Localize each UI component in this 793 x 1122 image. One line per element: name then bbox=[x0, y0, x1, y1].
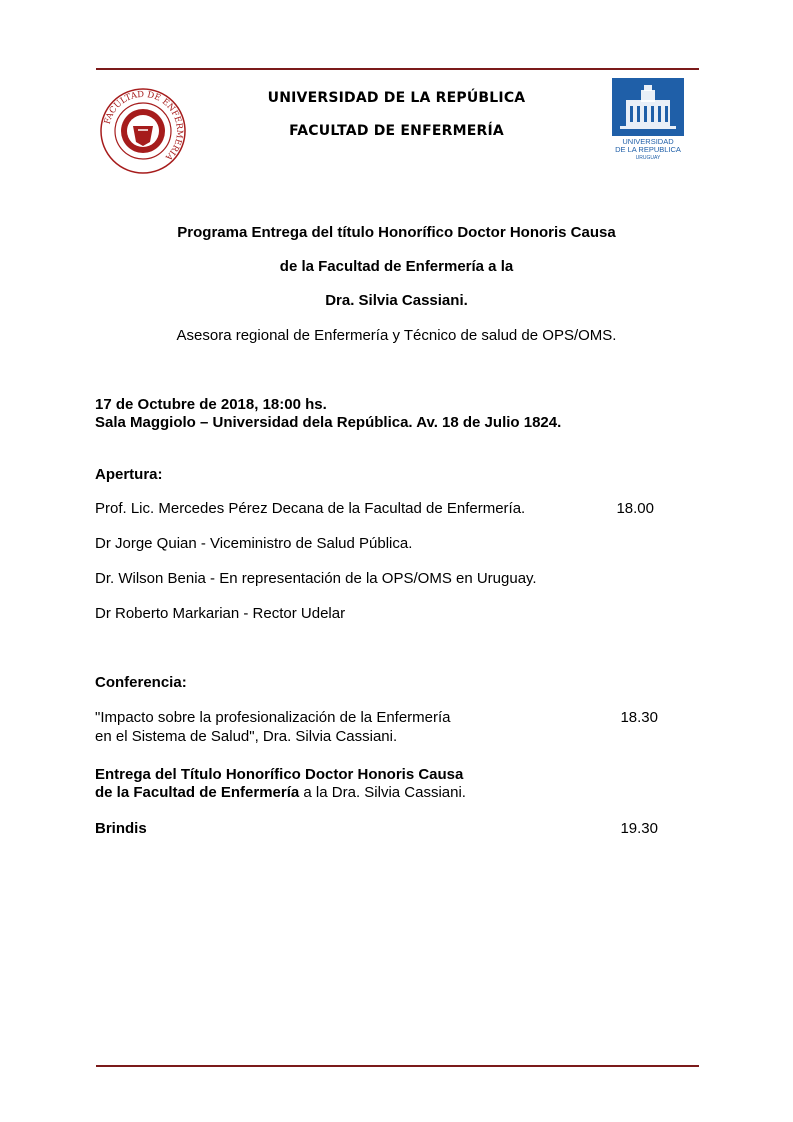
program-title-line2: de la Facultad de Enfermería a la bbox=[279, 258, 514, 275]
apertura-item-time: 18.00 bbox=[616, 500, 654, 517]
logo-text-line3: URUGUAY bbox=[635, 155, 661, 161]
logo-text-line1: UNIVERSIDAD bbox=[622, 137, 674, 146]
top-divider bbox=[96, 68, 699, 70]
event-venue: Sala Maggiolo – Universidad dela República. Av. 18 de Julio 1824. bbox=[95, 414, 562, 431]
entrega-line2-bold: de la Facultad de Enfermería bbox=[95, 784, 300, 801]
apertura-item: Dr Jorge Quian - Viceministro de Salud Pública. bbox=[95, 535, 413, 552]
apertura-item: Dr Roberto Markarian - Rector Udelar bbox=[95, 605, 346, 622]
university-name: UNIVERSIDAD DE LA REPÚBLICA bbox=[267, 90, 526, 106]
brindis-label: Brindis bbox=[95, 820, 147, 837]
event-date: 17 de Octubre de 2018, 18:00 hs. bbox=[95, 396, 327, 413]
entrega-line1: Entrega del Título Honorífico Doctor Honoris Causa bbox=[95, 766, 464, 783]
conference-talk-line2: en el Sistema de Salud", Dra. Silvia Cassiani. bbox=[95, 728, 398, 745]
entrega-line2-rest: a la Dra. Silvia Cassiani. bbox=[299, 784, 466, 801]
faculty-name: FACULTAD DE ENFERMERÍA bbox=[289, 123, 504, 139]
program-title-line1: Programa Entrega del título Honorífico Doctor Honoris Causa bbox=[177, 224, 616, 241]
apertura-heading: Apertura: bbox=[95, 466, 163, 483]
entrega-line2 bbox=[95, 784, 466, 801]
university-logo bbox=[612, 78, 684, 168]
logo-text-line2: DE LA REPUBLICA bbox=[615, 145, 681, 154]
conference-talk-line1: "Impacto sobre la profesionalización de la Enfermería bbox=[95, 709, 451, 726]
program-title-line3: Dra. Silvia Cassiani. bbox=[325, 292, 468, 309]
university-building-icon bbox=[612, 78, 684, 136]
apertura-item: Dr. Wilson Benia - En representación de la OPS/OMS en Uruguay. bbox=[95, 570, 537, 587]
seal-ring-text: FACULTAD DE ENFERMERIA bbox=[102, 89, 185, 162]
bottom-divider bbox=[96, 1065, 699, 1067]
program-subtitle: Asesora regional de Enfermería y Técnico de salud de OPS/OMS. bbox=[176, 327, 617, 344]
brindis-time: 19.30 bbox=[620, 820, 658, 837]
conference-time: 18.30 bbox=[620, 709, 658, 726]
conferencia-heading: Conferencia: bbox=[95, 674, 187, 691]
apertura-item: Prof. Lic. Mercedes Pérez Decana de la Facultad de Enfermería. bbox=[95, 500, 526, 517]
